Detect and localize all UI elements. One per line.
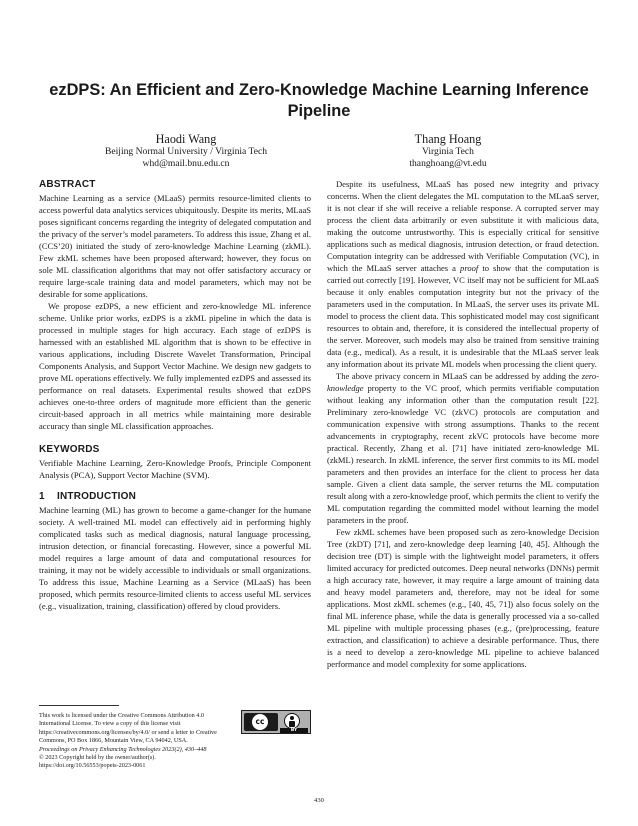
keywords-heading: KEYWORDS — [39, 444, 100, 455]
author-affiliation: Beijing Normal University / Virginia Tech — [104, 146, 268, 157]
author-block-1 — [56, 132, 316, 170]
author-email: thanghoang@vt.edu — [409, 158, 487, 169]
footnote-rule — [39, 705, 119, 706]
author-name: Thang Hoang — [414, 132, 482, 146]
proceedings-text: Proceedings on Privacy Enhancing Technologies 2023(2), 430–448 — [39, 745, 207, 753]
right-column — [327, 178, 599, 670]
left-column — [39, 178, 311, 612]
abstract-paragraph: Machine Learning as a service (MLaaS) permits resource-limited clients to access powerful data analytics services ubiquitously. Despite its merits, MLaaS poses significant concerns regarding the integrity of delegated computation and the privacy of the server’s model parameters. To address this issue, Zhang et al. (CCS’20) initiated the study of zero-knowledge Machine Learning (zkML). Few zkML schemes have been proposed afterward; however, they focus on sole ML classification algorithms that may not offer satisfactory accuracy or require large-scale training data and model parameters, which may not be desirable for some applications. — [39, 193, 311, 299]
intro-paragraph: Machine learning (ML) has grown to become a game-changer for the humane society. A well-trained ML model can effectively aid in performing highly complicated tasks such as medical diagnosis, natural language processing, intrusion detection, or financial forecasting. However, since a powerful ML model requires a large amount of data and computational resources for training, it may not be widely accessible to individuals or small organizations. To address this issue, Machine Learning as a Service (MLaaS) has been proposed, which permits resource-limited clients to access useful ML services (e.g., visualization, training, classification) offered by cloud providers. — [39, 505, 311, 611]
section-title: INTRODUCTION — [57, 491, 137, 502]
author-name: Haodi Wang — [155, 132, 217, 146]
page-number: 430 — [314, 797, 324, 804]
doi-link[interactable]: https://doi.org/10.56553/popets-2023-0061 — [39, 762, 146, 770]
copyright-text: © 2023 Copyright held by the owner/author(s). — [39, 754, 156, 762]
abstract-paragraph: We propose ezDPS, a new efficient and zero-knowledge ML inference scheme. Unlike prior works, ezDPS is a zkML pipeline in which the data is processed in multiple stages for high accuracy. Each stage of ezDPS is harnessed with an established ML algorithm that is shown to be effective in various applications, including Discrete Wavelet Transformation, Principal Components Analysis, and Support Vector Machine. We design new gadgets to prove ML operations effectively. We fully implemented ezDPS and assessed its performance on real datasets. Experimental results showed that ezDPS achieves one-to-three orders of magnitude more efficient than the generic circuit-based approach in all metrics while maintaining more desirable accuracy than single ML classification approaches. — [39, 301, 311, 431]
author-affiliation: Virginia Tech — [422, 146, 474, 157]
body-paragraph: The above privacy concern in MLaaS can be addressed by adding the zero-knowledge property to the VC proof, which permits verifiable computation without leaking any information other than the computation result [22]. Preliminary zero-knowledge VC (zkVC) protocols are computation and communication expensive with strong assumptions. Thanks to the recent advancements in cryptography, recent zkVC protocols have become more practical. Recently, Zhang et al. [71] have initiated zero-knowledge ML (zkML) research. In zkML inference, the server first commits to its ML model parameters and then provides an interface for the client to process her data sample. Given a client data sample, the server returns the ML computation result along with a zero-knowledge proof, which permits the client to verify the ML computation regarding the committed model without learning the model parameters in the proof. — [327, 371, 599, 525]
license-text: This work is licensed under the Creative Commons Attribution 4.0 International License. To view a copy of this license visit https://creativecommons.org/licenses/by/4.0/ or send a letter to Creative Commons, PO Box 1866, Mountain View, CA 94042, USA. — [39, 712, 217, 745]
keywords-text: Verifiable Machine Learning, Zero-Knowledge Proofs, Principle Component Analysis (PCA), Support Vector Machine (SVM). — [39, 458, 311, 480]
author-block-2 — [318, 132, 578, 170]
body-paragraph: Few zkML schemes have been proposed such as zero-knowledge Decision Tree (zkDT) [71], and zero-knowledge deep learning [40, 45]. Although the decision tree (DT) is simple with the lightweight model parameters, it offers limited accuracy for predicted outcomes. Deep neural networks (DNNs) permit a high accuracy rate, however, it may require a large amount of training data and heavy model parameters and, therefore, may not be ideal for some applications. Most zkML schemes (e.g., [40, 45, 71]) also focus solely on the final ML inference phase, while the data is generally processed via a so-called ML pipeline with multiple processing phases (e.g., (pre)processing, feature extraction, and classification) to achieve a desirable performance. Thus, there is a need to develop a zero-knowledge ML pipeline to achieve balanced performance and model complexity for some applications. — [327, 527, 599, 669]
by-label: BY — [280, 728, 308, 733]
cc-by-license-icon — [241, 710, 311, 734]
attribution-person-icon — [284, 713, 300, 729]
paper-title: ezDPS: An Efficient and Zero-Knowledge Machine Learning Inference Pipeline — [49, 81, 589, 120]
author-email: whd@mail.bnu.edu.cn — [142, 158, 230, 169]
section-heading-introduction — [39, 490, 311, 503]
cc-logo-icon: cc — [244, 713, 278, 731]
abstract-heading: ABSTRACT — [39, 179, 96, 190]
body-paragraph: Despite its usefulness, MLaaS has posed new integrity and privacy concerns. When the client delegates the ML computation to the MLaaS server, it is not clear if she will receive a reliable response. A corrupted server may process the client data arbitrarily or even substitute it with malicious data, making the outcome untrustworthy. This is especially critical for sensitive applications such as medical diagnosis, intrusion detection, or fraud detection. Computation integrity can be addressed with Verifiable Computation (VC), in which the MLaaS server attaches a proof to show that the computation is carried out correctly [19]. However, VC itself may not be sufficient for MLaaS because it only enables computation integrity but not the privacy of the parameters used in the computation. In MLaaS, the server uses its private ML model to process the client data. This sophisticated model may cost significant resources to obtain and, therefore, it is considered the intellectual property of the server. Moreover, such models may also be trained from sensitive training data (e.g., medical). As a result, it is undesirable that the MLaaS server leak any information about its private ML models when processing the client query. — [327, 179, 599, 369]
section-number: 1 — [39, 491, 45, 502]
